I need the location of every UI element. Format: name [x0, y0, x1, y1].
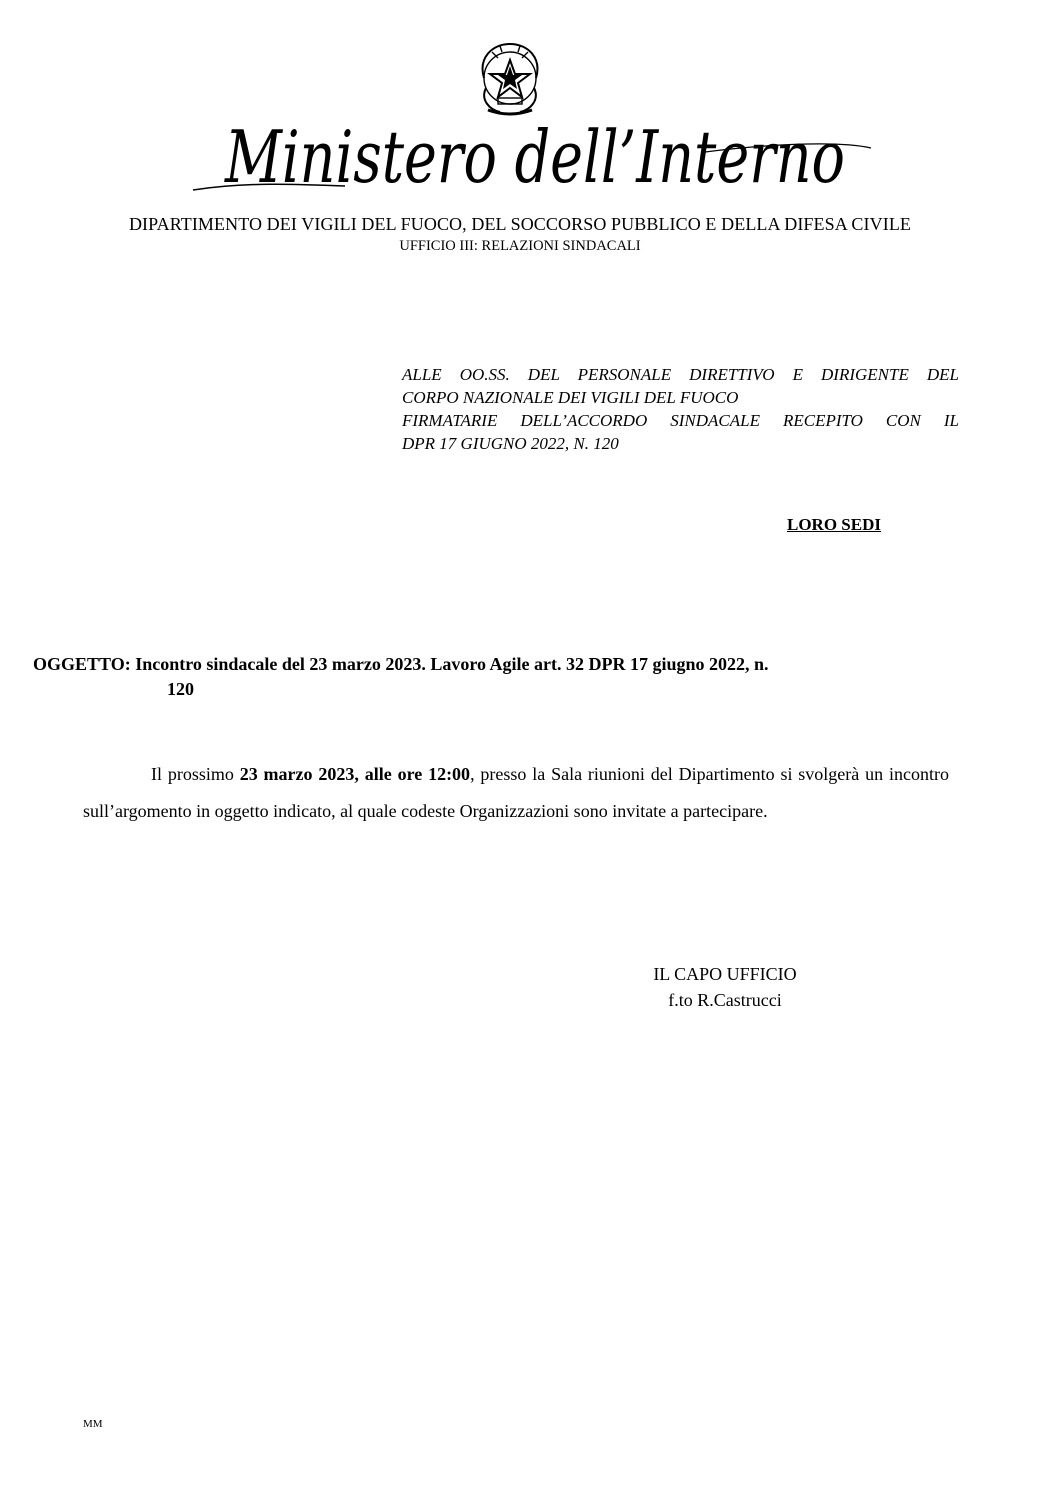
signature-block: [600, 961, 850, 1013]
signature-title: IL CAPO UFFICIO: [653, 964, 797, 984]
ministry-name-logo: [185, 112, 875, 202]
recipient-line-2: CORPO NAZIONALE DEI VIGILI DEL FUOCO: [402, 388, 739, 407]
ministry-name-text: Ministero dell’Interno: [223, 115, 845, 199]
recipient-line-4: DPR 17 GIUGNO 2022, N. 120: [402, 434, 619, 453]
recipient-line-1: ALLE OO.SS. DEL PERSONALE DIRETTIVO E DIRIGENTE DEL: [402, 365, 959, 384]
body-part-1: Il prossimo: [151, 764, 240, 784]
body-date-time: 23 marzo 2023, alle ore 12:00: [239, 764, 471, 784]
loro-sedi: LORO SEDI: [787, 515, 881, 534]
department-name: DIPARTIMENTO DEI VIGILI DEL FUOCO, DEL SOCCORSO PUBBLICO E DELLA DIFESA CIVILE: [128, 214, 912, 234]
footer-initials: MM: [83, 1418, 103, 1430]
subject-block: [33, 652, 933, 702]
body-paragraph: [83, 756, 949, 830]
subject-text-line-1: Incontro sindacale del 23 marzo 2023. Lavoro Agile art. 32 DPR 17 giugno 2022, n.: [135, 654, 769, 674]
subject-label: OGGETTO:: [33, 654, 131, 674]
recipient-block: [402, 363, 959, 455]
office-name: UFFICIO III: RELAZIONI SINDACALI: [399, 238, 641, 254]
italian-republic-emblem-icon: [470, 38, 550, 120]
subject-text-line-2: 120: [167, 679, 194, 699]
recipient-line-3: FIRMATARIE DELL’ACCORDO SINDACALE RECEPITO CON IL: [402, 411, 959, 430]
body-part-2: , presso la Sala riunioni del Dipartimento si svolgerà un incontro sull’argomento in oggetto indicato, al quale codeste Organizzazioni sono invitate a partecipare.: [83, 764, 949, 821]
signature-name: f.to R.Castrucci: [668, 990, 782, 1010]
